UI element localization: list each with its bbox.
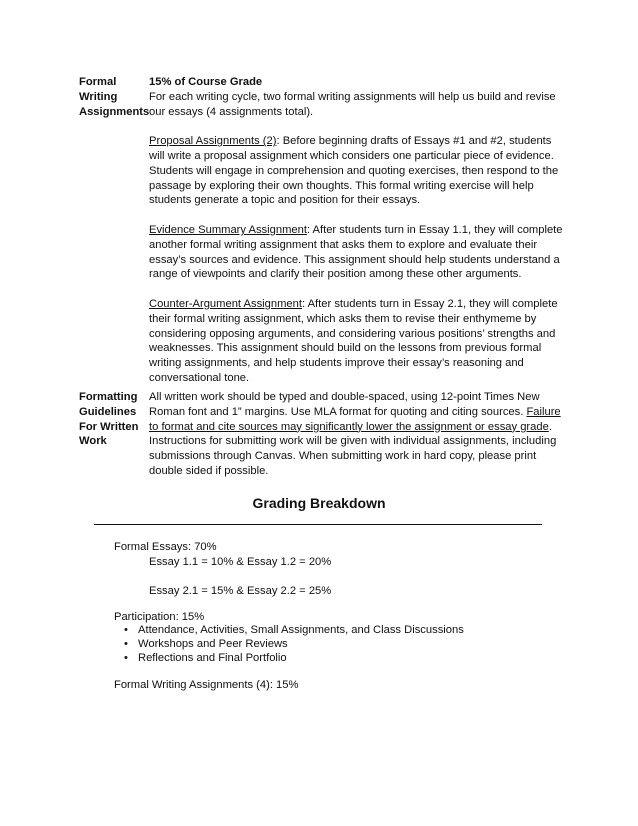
assignment-item xyxy=(149,134,569,208)
writing-label: Formal Writing Assignments (4): 15% xyxy=(114,679,299,691)
assignment-text: : Before beginning drafts of Essays #1 and #2, students will write a proposal assignment which considers one particular piece of evidence. Students will engage in comprehension and quoting exercises, then respond to the passage by exploring their own thoughts. This formal writing exercise will help students generate a topic and position for their essays. xyxy=(149,135,559,207)
section-intro xyxy=(149,75,569,119)
grade-weight: 15% of Course Grade xyxy=(149,76,263,88)
essay-line: Essay 2.1 = 15% & Essay 2.2 = 25% xyxy=(149,585,332,597)
participation-item: • Workshops and Peer Reviews xyxy=(124,637,288,652)
assignment-title: Proposal Assignments (2) xyxy=(149,135,277,148)
formatting-text-end: . Instructions for submitting work will be given with individual assignments, including submissions through Canvas. When submitting work in hard copy, please print double sided if possible. xyxy=(149,420,557,477)
assignment-text: : After students turn in Essay 1.1, they will complete another formal writing assignment that asks them to explore and evaluate their essay’s sources and evidence. This assignment should help students understand a range of viewpoints and clarify their position among these other arguments. xyxy=(149,223,563,281)
assignment-title: Counter-Argument Assignment xyxy=(149,297,302,310)
formatting-text: All written work should be typed and double-spaced, using 12-point Times New Roman font and 1” margins. Use MLA format for quoting and citing sources. xyxy=(149,391,540,418)
formatting-warning: Failure to format and cite sources may significantly lower the assignment or essay grade xyxy=(149,405,561,433)
intro-text: For each writing cycle, two formal writing assignments will help us build and revise our essays (4 assignments total). xyxy=(149,90,556,118)
essay-line: Essay 1.1 = 10% & Essay 1.2 = 20% xyxy=(149,556,332,568)
assignment-text: : After students turn in Essay 2.1, they will complete their formal writing assignment, which asks them to revise their enthymeme by considering opposing arguments, and considering various positions’ strengths and weaknesses. This assignment should build on the lessons from previous formal writing assignments, and help students improve their essay’s reasoning and conversational tone. xyxy=(149,297,558,384)
participation-item: • Reflections and Final Portfolio xyxy=(124,651,287,666)
divider-rule xyxy=(94,524,542,525)
essays-label: Formal Essays: 70% xyxy=(114,541,217,553)
participation-item: • Attendance, Activities, Small Assignments, and Class Discussions xyxy=(124,623,464,638)
section-body xyxy=(149,390,569,479)
assignment-item xyxy=(149,223,569,282)
section-body xyxy=(149,75,569,386)
assignment-item xyxy=(149,297,569,386)
section-label: Formal Writing Assignments xyxy=(79,76,150,118)
grading-heading: Grading Breakdown xyxy=(252,495,386,511)
participation-label: Participation: 15% xyxy=(114,611,205,623)
section-label: Formatting Guidelines For Written Work xyxy=(79,391,139,448)
assignment-title: Evidence Summary Assignment xyxy=(149,223,307,236)
